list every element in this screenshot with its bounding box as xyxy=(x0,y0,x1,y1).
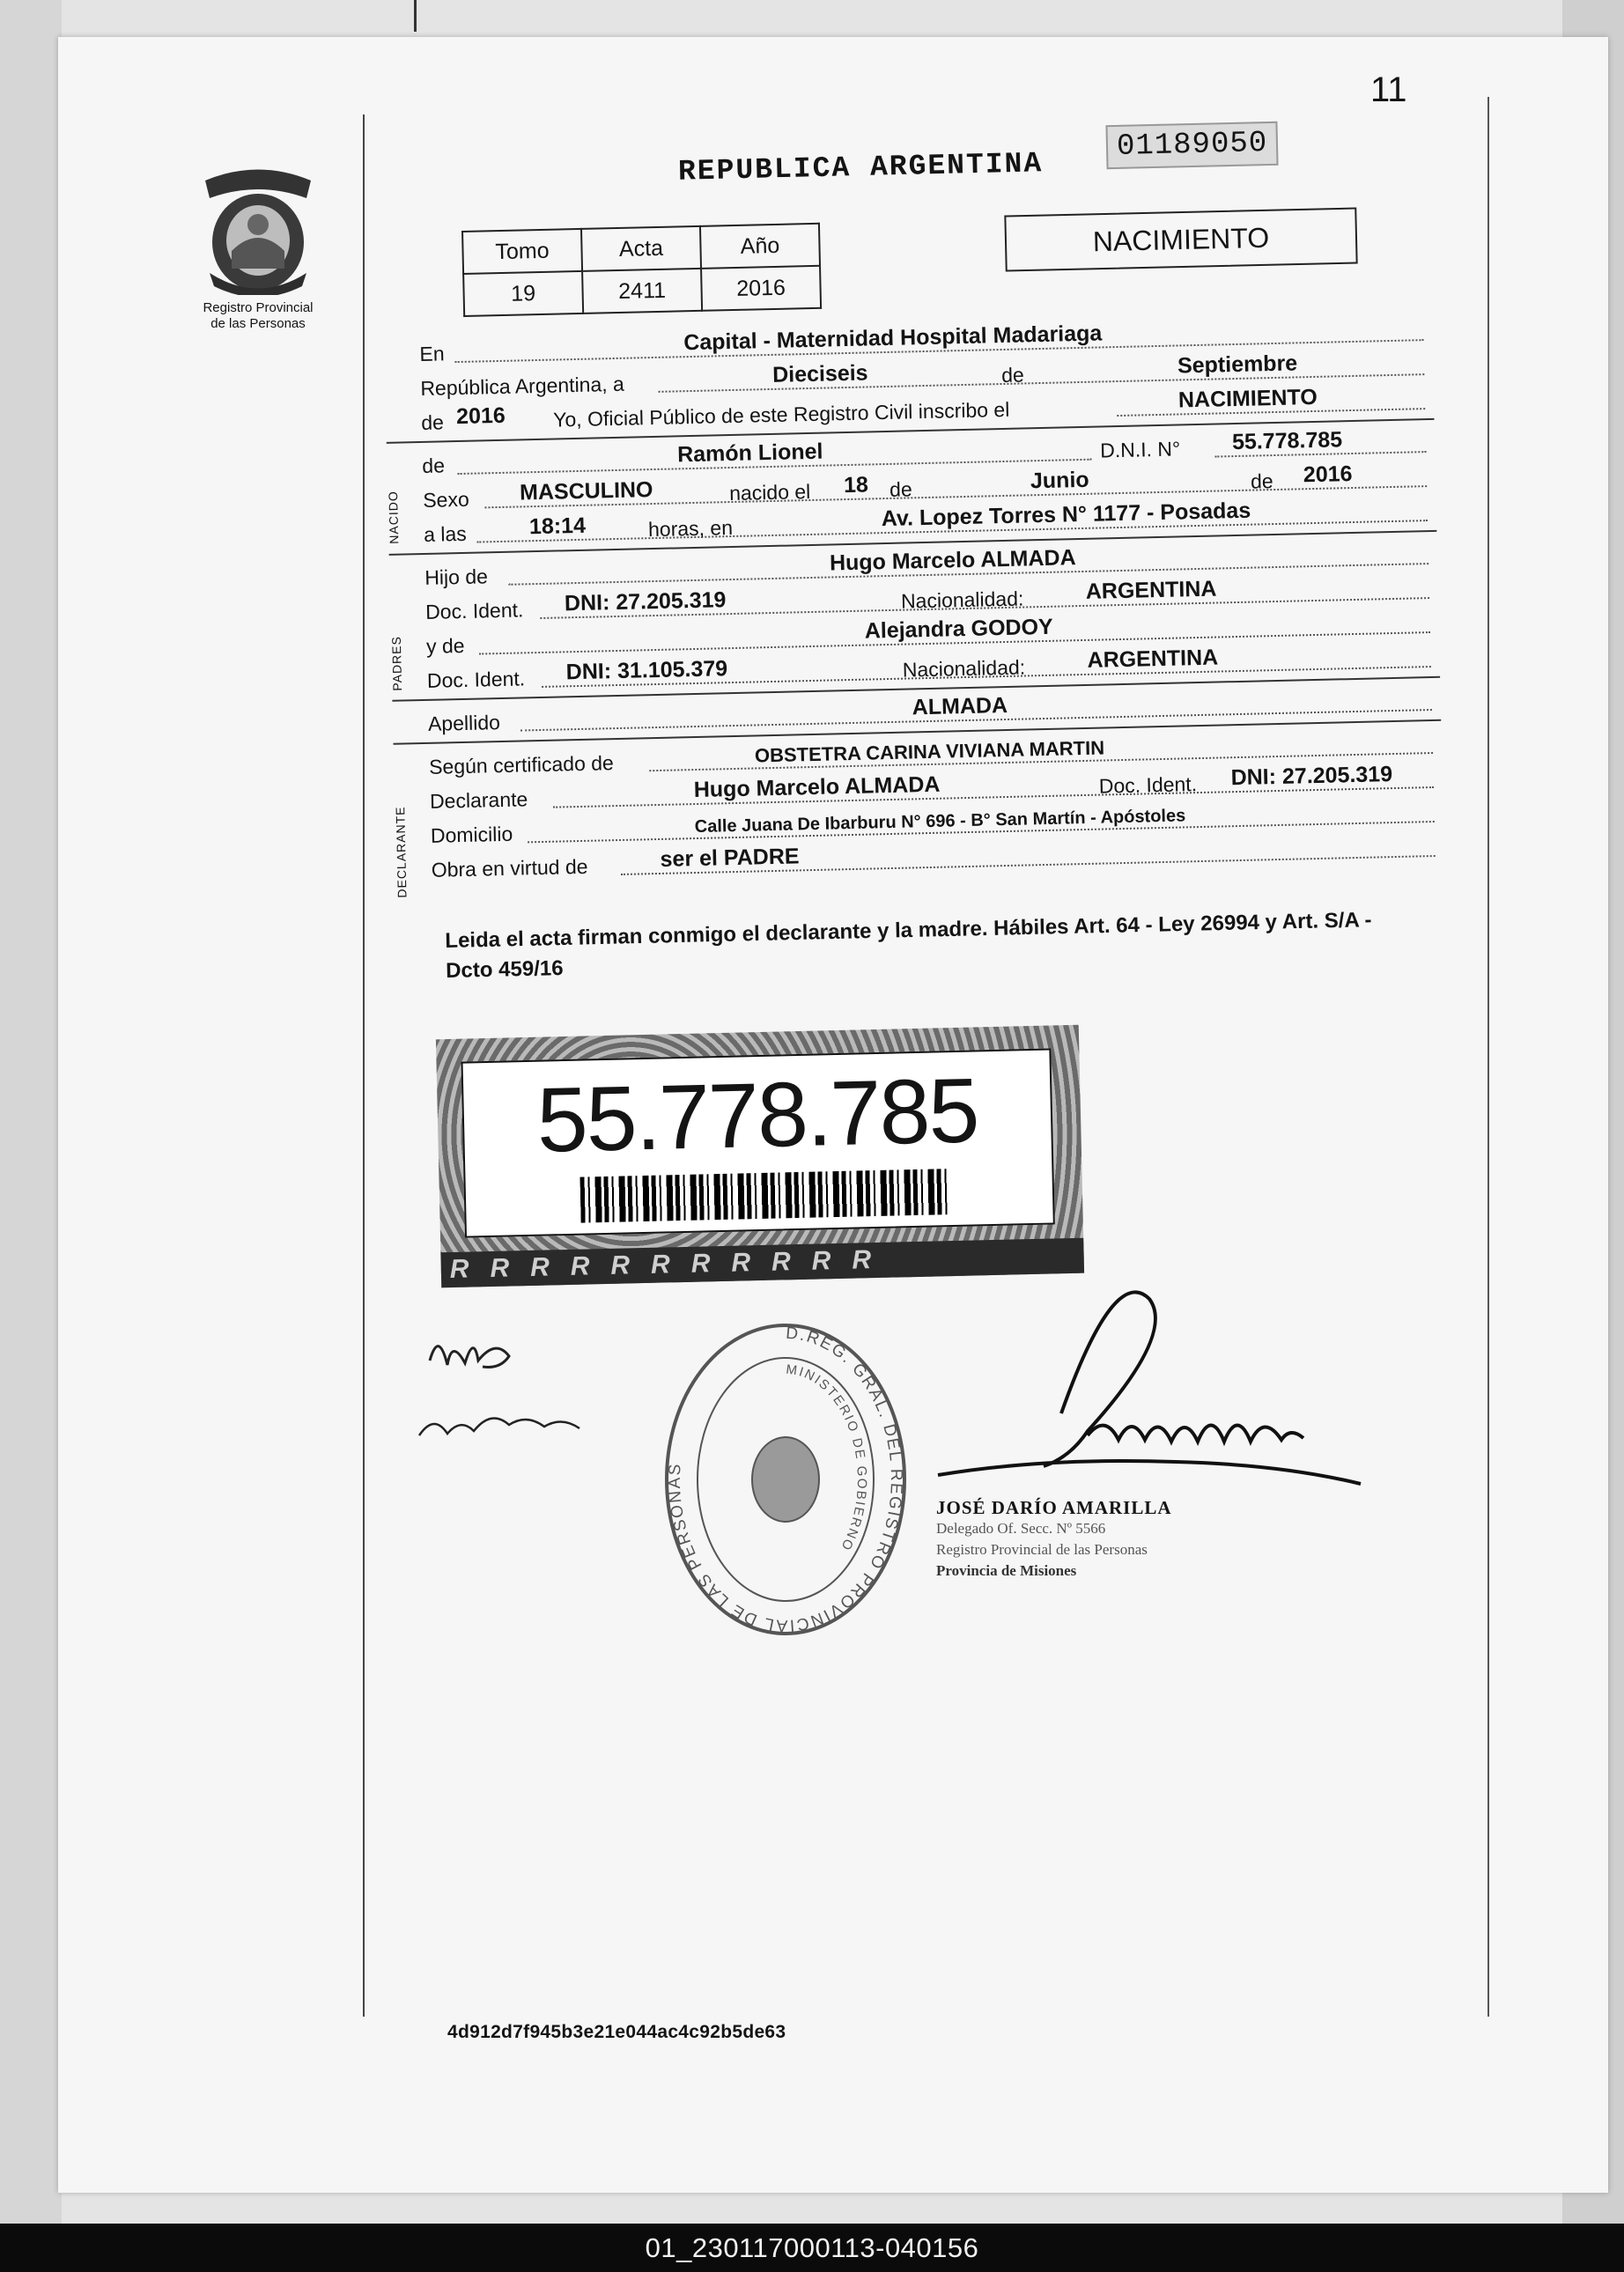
label-de: de xyxy=(889,477,913,501)
side-label-nacido: NACIDO xyxy=(386,491,402,544)
document-title: REPUBLICA ARGENTINA xyxy=(677,147,1044,188)
label-en: En xyxy=(419,342,445,365)
value-address: Calle Juana De Ibarburu N° 696 - B° San Martín - Apóstoles xyxy=(694,806,1186,837)
label-hijo-de: Hijo de xyxy=(424,564,489,589)
label-horas: horas, en xyxy=(647,515,734,542)
official-office: Registro Provincial de las Personas xyxy=(936,1541,1148,1558)
document-type-box: NACIMIENTO xyxy=(1004,207,1357,271)
value-tomo: 19 xyxy=(463,271,583,316)
value-mother-doc: DNI: 31.105.379 xyxy=(565,656,728,685)
label-de: de xyxy=(422,454,446,477)
header-tomo: Tomo xyxy=(462,229,582,274)
section-nacido xyxy=(386,424,1435,550)
official-stamp xyxy=(936,1497,1172,1582)
value-month: Septiembre xyxy=(1177,350,1298,379)
label-year: de xyxy=(420,410,445,434)
label-republica: República Argentina, a xyxy=(420,372,625,400)
official-statement: Yo, Oficial Público de este Registro Civil inscribo el xyxy=(552,397,1010,432)
declarant-signature xyxy=(412,1321,606,1462)
value-child-dni: 55.778.785 xyxy=(1231,427,1343,455)
seal-icon xyxy=(653,1312,918,1647)
value-declarant: Hugo Marcelo ALMADA xyxy=(693,771,941,803)
value-declarant-doc: DNI: 27.205.319 xyxy=(1230,762,1393,791)
value-birth-time: 18:14 xyxy=(528,513,587,540)
seal-outer-text: D.REG. GRAL. DEL REGISTRO PROVINCIAL DE LAS PERSONAS xyxy=(665,1324,906,1635)
serial-number: 01189050 xyxy=(1105,122,1278,169)
official-signature xyxy=(912,1281,1369,1510)
value-anio: 2016 xyxy=(701,266,821,311)
scan-background-left xyxy=(0,0,62,2224)
label-domicilio: Domicilio xyxy=(430,822,513,847)
value-certificate: OBSTETRA CARINA VIVIANA MARTIN xyxy=(754,736,1105,767)
dni-label-panel xyxy=(461,1048,1054,1237)
dni-label-sticker xyxy=(436,1025,1084,1287)
value-acta: 2411 xyxy=(582,269,702,314)
emblem-caption xyxy=(192,300,324,332)
label-certificado: Según certificado de xyxy=(428,751,615,778)
value-year: 2016 xyxy=(455,402,506,430)
label-nacido-el: nacido el xyxy=(728,479,811,505)
label-dni: D.N.I. N° xyxy=(1099,437,1181,462)
province-coat-of-arms-icon xyxy=(192,163,324,295)
left-margin-rule xyxy=(363,114,365,2017)
label-declarante-doc: Doc. Ident. xyxy=(1098,772,1198,798)
value-sex: MASCULINO xyxy=(519,477,653,505)
seal-inner-text: MINISTERIO DE GOBIERNO xyxy=(785,1361,870,1554)
registry-emblem xyxy=(192,163,324,332)
label-nacionalidad: Nacionalidad: xyxy=(900,586,1024,613)
section-padres xyxy=(388,535,1438,696)
dni-label-number: 55.778.785 xyxy=(535,1059,979,1172)
record-table xyxy=(461,223,822,317)
label-sexo: Sexo xyxy=(422,487,469,512)
page-number: 11 xyxy=(1370,70,1407,109)
value-mother-nationality: ARGENTINA xyxy=(1087,645,1219,673)
side-label-padres: PADRES xyxy=(388,635,405,691)
value-birth-place: Av. Lopez Torres N° 1177 - Posadas xyxy=(881,498,1251,532)
right-margin-rule xyxy=(1487,97,1489,2017)
label-obra: Obra en virtud de xyxy=(431,854,588,882)
value-birth-month: Junio xyxy=(1030,467,1089,494)
barcode xyxy=(579,1169,950,1223)
official-seal xyxy=(653,1312,918,1651)
value-place: Capital - Maternidad Hospital Madariaga xyxy=(683,321,1103,356)
value-father-nationality: ARGENTINA xyxy=(1085,576,1217,604)
emblem-caption-line1: Registro Provincial xyxy=(203,300,314,315)
header-acta: Acta xyxy=(581,226,701,271)
label-de: de xyxy=(1250,469,1273,493)
label-nacionalidad: Nacionalidad: xyxy=(902,655,1026,682)
value-day: Dieciseis xyxy=(771,360,868,387)
header-anio: Año xyxy=(700,224,820,269)
official-position: Delegado Of. Secc. Nº 5566 xyxy=(936,1520,1106,1537)
label-a-las: a las xyxy=(423,521,468,546)
value-mother-name: Alejandra GODOY xyxy=(864,614,1053,644)
label-doc-ident: Doc. Ident. xyxy=(424,598,524,623)
label-de: de xyxy=(1000,363,1025,387)
value-birth-day: 18 xyxy=(843,472,869,498)
section-declarante xyxy=(393,725,1443,898)
record-table-value-row xyxy=(463,266,821,316)
label-y-de: y de xyxy=(425,633,465,658)
value-capacity: ser el PADRE xyxy=(660,844,800,872)
scan-artifact-line xyxy=(414,0,417,32)
value-father-doc: DNI: 27.205.319 xyxy=(564,587,727,616)
scan-footer-id: 01_230117000113-040156 xyxy=(0,2224,1624,2272)
value-father-name: Hugo Marcelo ALMADA xyxy=(829,545,1076,576)
emblem-caption-line2: de las Personas xyxy=(210,316,306,331)
value-child-name: Ramón Lionel xyxy=(676,439,823,468)
value-birth-year: 2016 xyxy=(1303,461,1353,488)
label-apellido: Apellido xyxy=(427,711,501,735)
dni-label-strip: RRRRRRRRRRR xyxy=(440,1238,1084,1288)
document-hash: 4d912d7f945b3e21e044ac4c92b5de63 xyxy=(447,2022,786,2042)
value-surname: ALMADA xyxy=(912,692,1008,720)
value-act: NACIMIENTO xyxy=(1177,384,1318,413)
label-doc-ident: Doc. Ident. xyxy=(426,667,526,692)
registration-form xyxy=(386,312,1443,898)
side-label-declarante: DECLARANTE xyxy=(393,806,410,898)
label-declarante: Declarante xyxy=(429,787,528,813)
official-province: Provincia de Misiones xyxy=(936,1562,1077,1579)
legal-note: Leida el acta firman conmigo el declarante y la madre. Hábiles Art. 64 - Ley 26994 y Art. S/A - Dcto 459/16 xyxy=(445,908,1372,983)
official-name: JOSÉ DARÍO AMARILLA xyxy=(936,1497,1172,1518)
